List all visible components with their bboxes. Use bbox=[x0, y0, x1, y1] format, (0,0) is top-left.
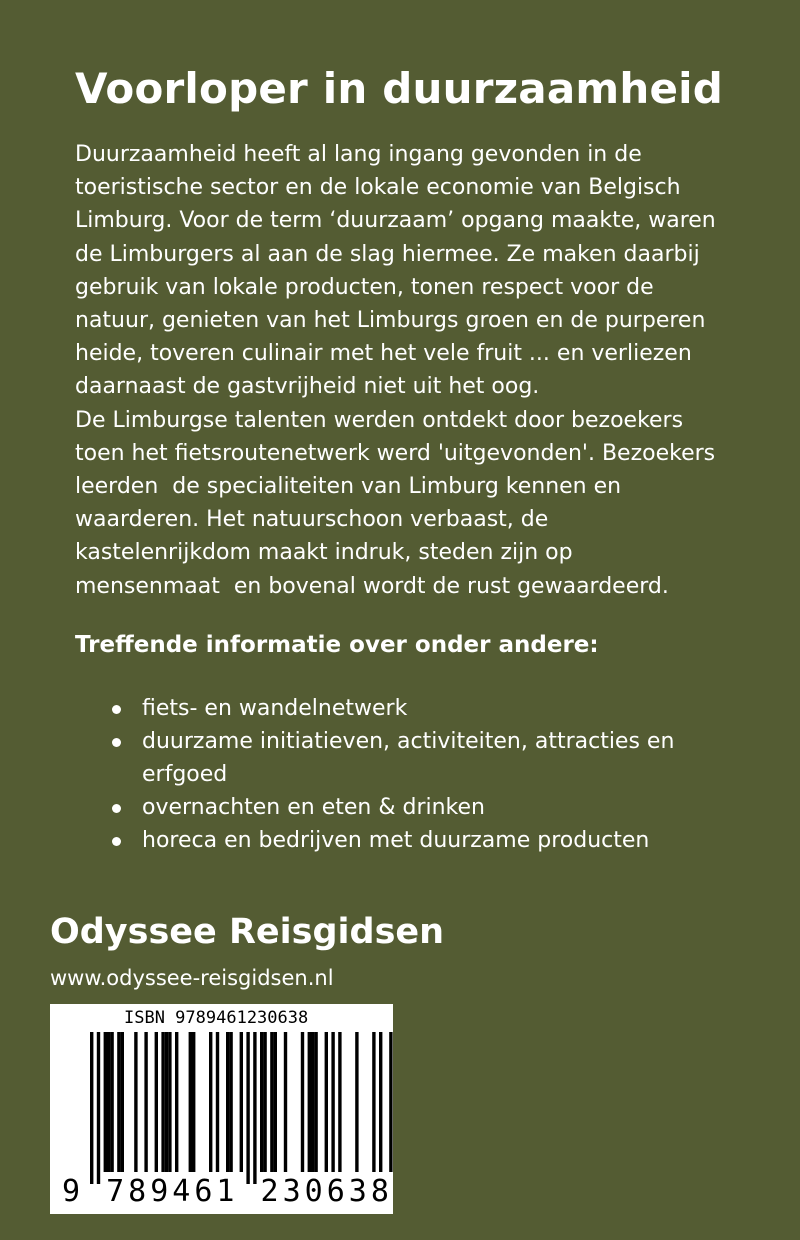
barcode-bar bbox=[301, 1032, 304, 1172]
barcode-bar bbox=[97, 1032, 100, 1184]
barcode-bar bbox=[189, 1032, 192, 1172]
paragraph-line: waarderen. Het natuurschoon verbaast, de bbox=[75, 507, 549, 533]
barcode-bar bbox=[117, 1032, 120, 1172]
paragraph-line: Duurzaamheid heeft al lang ingang gevonden in de bbox=[75, 142, 642, 167]
barcode-bar bbox=[284, 1032, 287, 1172]
barcode-bar bbox=[331, 1032, 334, 1172]
barcode-bar bbox=[355, 1032, 358, 1172]
barcode-bar bbox=[90, 1032, 93, 1184]
barcode-digits: 9 789461 230638 bbox=[62, 1174, 393, 1209]
barcode-bar bbox=[161, 1032, 164, 1172]
paragraph-line: heide, toveren culinair met het vele fruit ... en verliezen bbox=[75, 341, 692, 367]
barcode-bar bbox=[308, 1032, 311, 1172]
barcode-bar bbox=[325, 1032, 328, 1172]
barcode-bar bbox=[165, 1032, 168, 1172]
barcode-bar bbox=[246, 1032, 249, 1184]
list-item bbox=[112, 791, 752, 824]
list-item-text: duurzame initiatieven, activiteiten, attracties en bbox=[142, 729, 675, 754]
barcode-bar bbox=[260, 1032, 263, 1172]
paragraph-line: daarnaast de gastvrijheid niet uit het oog. bbox=[75, 374, 540, 400]
paragraph-line: kastelenrijkdom maakt indruk, steden zijn op bbox=[75, 540, 573, 566]
barcode-bar bbox=[155, 1032, 158, 1172]
info-subheading: Treffende informatie over onder andere: bbox=[75, 632, 599, 658]
barcode-bar bbox=[263, 1032, 266, 1172]
list-item bbox=[112, 824, 752, 857]
barcode-bar bbox=[216, 1032, 219, 1172]
bullet-icon bbox=[112, 705, 121, 714]
barcode-bar bbox=[168, 1032, 171, 1172]
barcode-bar bbox=[338, 1032, 341, 1172]
list-item-text: overnachten en eten & drinken bbox=[142, 795, 485, 820]
list-item bbox=[112, 692, 752, 725]
barcode-bar bbox=[240, 1032, 243, 1172]
info-bullet-list bbox=[112, 692, 752, 857]
barcode-bar bbox=[209, 1032, 212, 1172]
barcode-bar bbox=[314, 1032, 317, 1172]
paragraph-line: leerden de specialiteiten van Limburg kennen en bbox=[75, 474, 622, 500]
barcode-bar bbox=[229, 1032, 232, 1172]
list-item-text: fiets- en wandelnetwerk bbox=[142, 696, 408, 721]
barcode-bar bbox=[192, 1032, 195, 1172]
bullet-icon bbox=[112, 804, 121, 813]
list-item-text: horeca en bedrijven met duurzame producten bbox=[142, 828, 650, 853]
publisher-name: Odyssee Reisgidsen bbox=[50, 912, 445, 952]
isbn-label: ISBN 9789461230638 bbox=[124, 1008, 309, 1028]
barcode-bar bbox=[311, 1032, 314, 1172]
barcode-bar bbox=[110, 1032, 113, 1172]
paragraph-line: de Limburgers al aan de slag hiermee. Ze maken daarbij bbox=[75, 241, 700, 267]
barcode-bar bbox=[389, 1032, 392, 1172]
bullet-icon bbox=[112, 738, 121, 747]
barcode-bar bbox=[175, 1032, 178, 1172]
paragraph-line: gebruik van lokale producten, tonen respect voor de bbox=[75, 274, 654, 300]
paragraph-line: De Limburgse talenten werden ontdekt door bezoekers bbox=[75, 407, 684, 433]
list-item-text: erfgoed bbox=[142, 762, 228, 787]
isbn-barcode bbox=[50, 1004, 393, 1214]
barcode-bar bbox=[372, 1032, 375, 1172]
barcode-bar bbox=[121, 1032, 124, 1172]
barcode-bar bbox=[104, 1032, 107, 1172]
barcode-bar bbox=[253, 1032, 256, 1184]
paragraph-line: toen het fietsroutenetwerk werd 'uitgevonden'. Bezoekers bbox=[75, 440, 716, 466]
list-item bbox=[112, 725, 752, 791]
paragraph-line: natuur, genieten van het Limburgs groen en de purperen bbox=[75, 308, 706, 334]
description-paragraph bbox=[75, 138, 765, 603]
paragraph-line: mensenmaat en bovenal wordt de rust gewaardeerd. bbox=[75, 573, 669, 599]
barcode-bar bbox=[144, 1032, 147, 1172]
barcode-bar bbox=[379, 1032, 382, 1172]
barcode-bar bbox=[226, 1032, 229, 1172]
barcode-bar bbox=[107, 1032, 110, 1172]
bullet-icon bbox=[112, 837, 121, 846]
paragraph-line: toeristische sector en de lokale economie van Belgisch bbox=[75, 175, 681, 201]
barcode-bar bbox=[274, 1032, 277, 1172]
publisher-website: www.odyssee-reisgidsen.nl bbox=[50, 966, 334, 990]
barcode-bar bbox=[270, 1032, 273, 1172]
page-title: Voorloper in duurzaamheid bbox=[75, 64, 724, 113]
barcode-bar bbox=[134, 1032, 137, 1172]
paragraph-line: Limburg. Voor de term ‘duurzaam’ opgang maakte, waren bbox=[75, 208, 716, 234]
